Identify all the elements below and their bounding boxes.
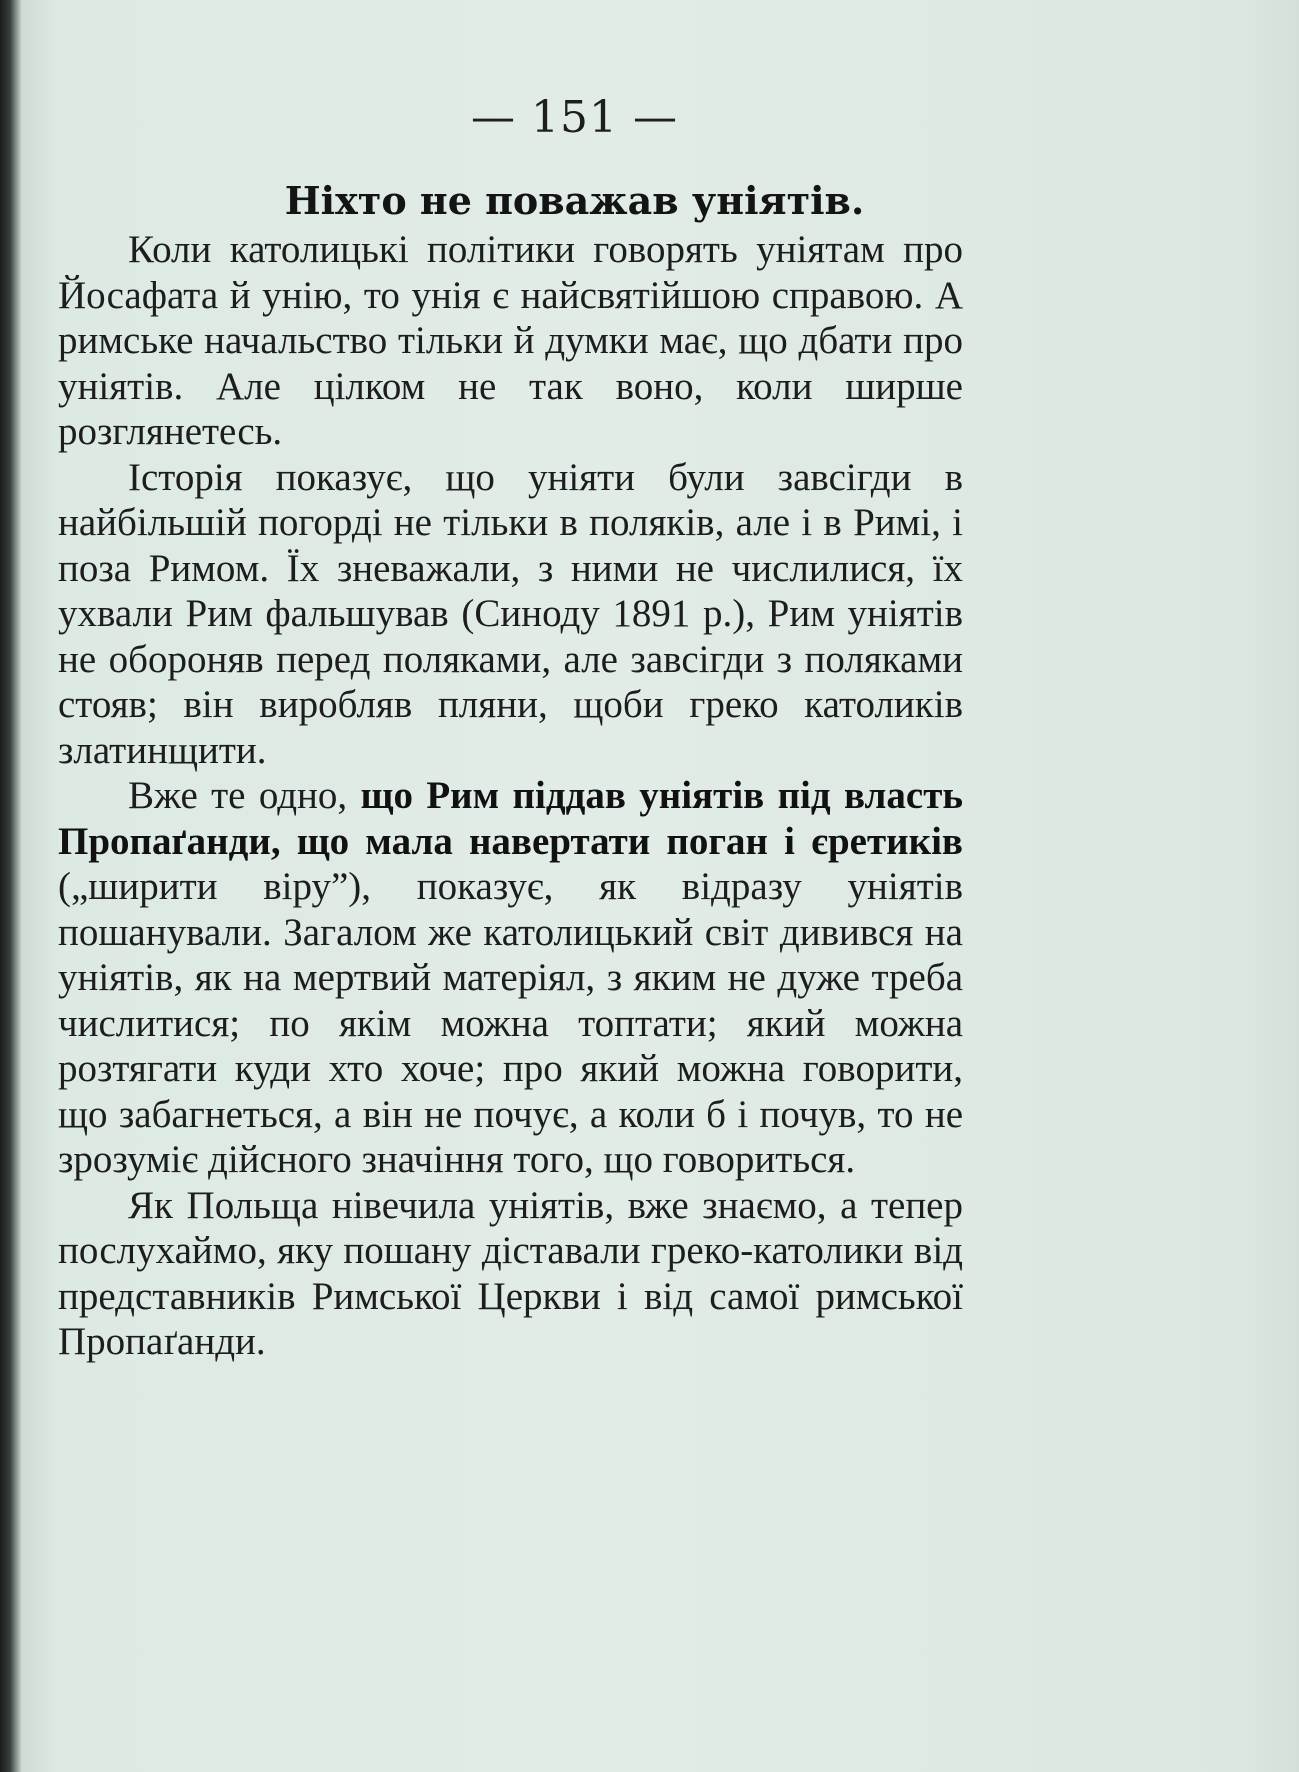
- paragraph-4: Як Польща нівечила уніятів, вже знаємо, а тепер послухаймо, яку пошану діставали греко-католики від представників Римської Церкви і від самої римської Пропаґанди.: [58, 1183, 963, 1363]
- paragraph-3-rest: („ширити віру”), показує, як відразу уніятів пошанували. Загалом же католицький світ дивився на уніятів, як на мертвий матеріял, з яким не дуже треба числитися; по якім можна топтати; який можна розтягати куди хто хоче; про який можна говорити, що забагнеться, а він не почує, а коли б і почув, то не зрозуміє дійсного значіння того, що говориться.: [58, 865, 963, 1181]
- section-heading: Ніхто не поважав уніятів.: [284, 178, 865, 223]
- page-number: — 151 —: [471, 92, 678, 143]
- body-text: [58, 227, 963, 1365]
- paragraph-3: [58, 773, 963, 1183]
- paragraph-3-lead: Вже те одно,: [128, 774, 361, 817]
- paragraph-1: Коли католицькі політики говорять уніятам про Йосафата й унію, то унія є найсвятійшою справою. А римське начальство тільки й думки має, що дбати про уніятів. Але цілком не так воно, коли ширше розглянетесь.: [58, 228, 963, 453]
- paragraph-2: Історія показує, що уніяти були завсігди в найбільшій погорді не тільки в поляків, але і в Римі, і поза Римом. Їх зневажали, з ними не числилися, їх ухвали Рим фальшував (Синоду 1891 р.), Рим уніятів не обороняв перед поляками, але завсігди з поляками стояв; він виробляв пляни, щоби греко католиків златинщити.: [58, 455, 963, 772]
- paragraph-3-emphasis: що Рим піддав уніятів під власть Пропаґанди, що мала навертати поган і єретиків: [58, 774, 963, 863]
